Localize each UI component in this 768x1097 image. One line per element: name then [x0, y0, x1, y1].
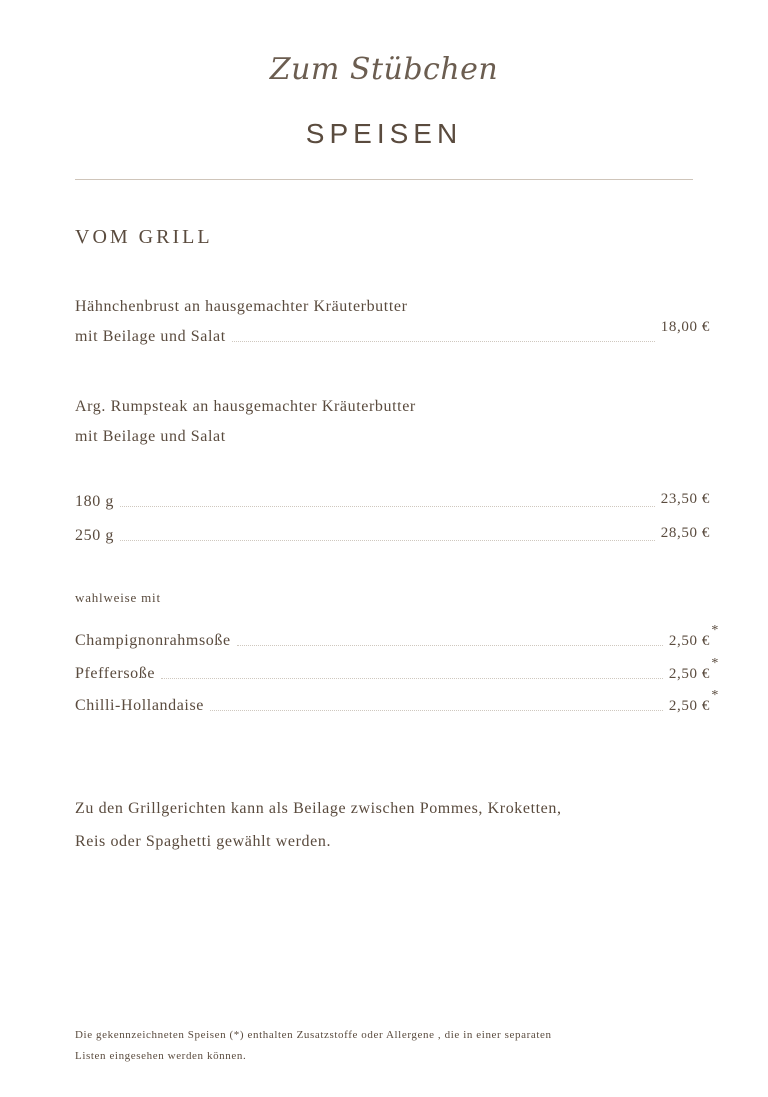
option-price-value: 2,50 €	[668, 698, 710, 714]
weight-label: 250 g	[75, 527, 114, 544]
options-heading: wahlweise mit	[75, 590, 161, 605]
allergen-footnote-line2: Listen eingesehen werden können.	[75, 1050, 247, 1062]
option-row	[75, 623, 719, 650]
page-title: SPEISEN	[305, 118, 463, 149]
allergen-mark: *	[711, 688, 719, 703]
chicken-description-line1: Hähnchenbrust an hausgemachter Kräuterbutter	[75, 298, 408, 315]
header-divider	[75, 179, 693, 180]
weight-row-180	[75, 493, 710, 511]
option-label: Chilli-Hollandaise	[75, 697, 205, 714]
dot-leader	[237, 644, 663, 646]
weight-label: 180 g	[75, 493, 114, 510]
allergen-footnote-line1: Die gekennzeichneten Speisen (*) enthalten Zusatzstoffe oder Allergene , die in einer separaten	[75, 1029, 552, 1041]
allergen-mark: *	[711, 623, 719, 638]
rumpsteak-description-line2: mit Beilage und Salat	[75, 428, 226, 445]
brand-logo: Zum Stübchen	[269, 52, 499, 87]
side-dish-note-line1: Zu den Grillgerichten kann als Beilage zwischen Pommes, Kroketten,	[75, 800, 562, 817]
option-row	[75, 656, 719, 683]
dot-leader	[210, 709, 663, 711]
weight-row-250	[75, 527, 710, 545]
rumpsteak-description-line1: Arg. Rumpsteak an hausgemachter Kräuterbutter	[75, 398, 416, 415]
section-title: VOM GRILL	[75, 226, 213, 248]
chicken-description-line2: mit Beilage und Salat	[75, 328, 226, 345]
dot-leader	[161, 677, 663, 679]
dot-leader	[120, 505, 655, 507]
option-label: Champignonrahmsoße	[75, 632, 231, 649]
option-row	[75, 688, 719, 715]
chicken-row	[75, 319, 710, 346]
option-price-value: 2,50 €	[668, 633, 710, 649]
weight-price: 23,50 €	[660, 491, 710, 507]
side-dish-note-line2: Reis oder Spaghetti gewählt werden.	[75, 833, 332, 850]
option-price	[668, 656, 719, 683]
dot-leader	[232, 340, 655, 342]
option-price	[668, 623, 719, 650]
weight-price: 28,50 €	[660, 525, 710, 541]
option-price	[668, 688, 719, 715]
dot-leader	[120, 539, 655, 541]
chicken-price: 18,00 €	[660, 319, 710, 335]
allergen-mark: *	[711, 656, 719, 671]
option-label: Pfeffersoße	[75, 665, 156, 682]
option-price-value: 2,50 €	[668, 666, 710, 682]
